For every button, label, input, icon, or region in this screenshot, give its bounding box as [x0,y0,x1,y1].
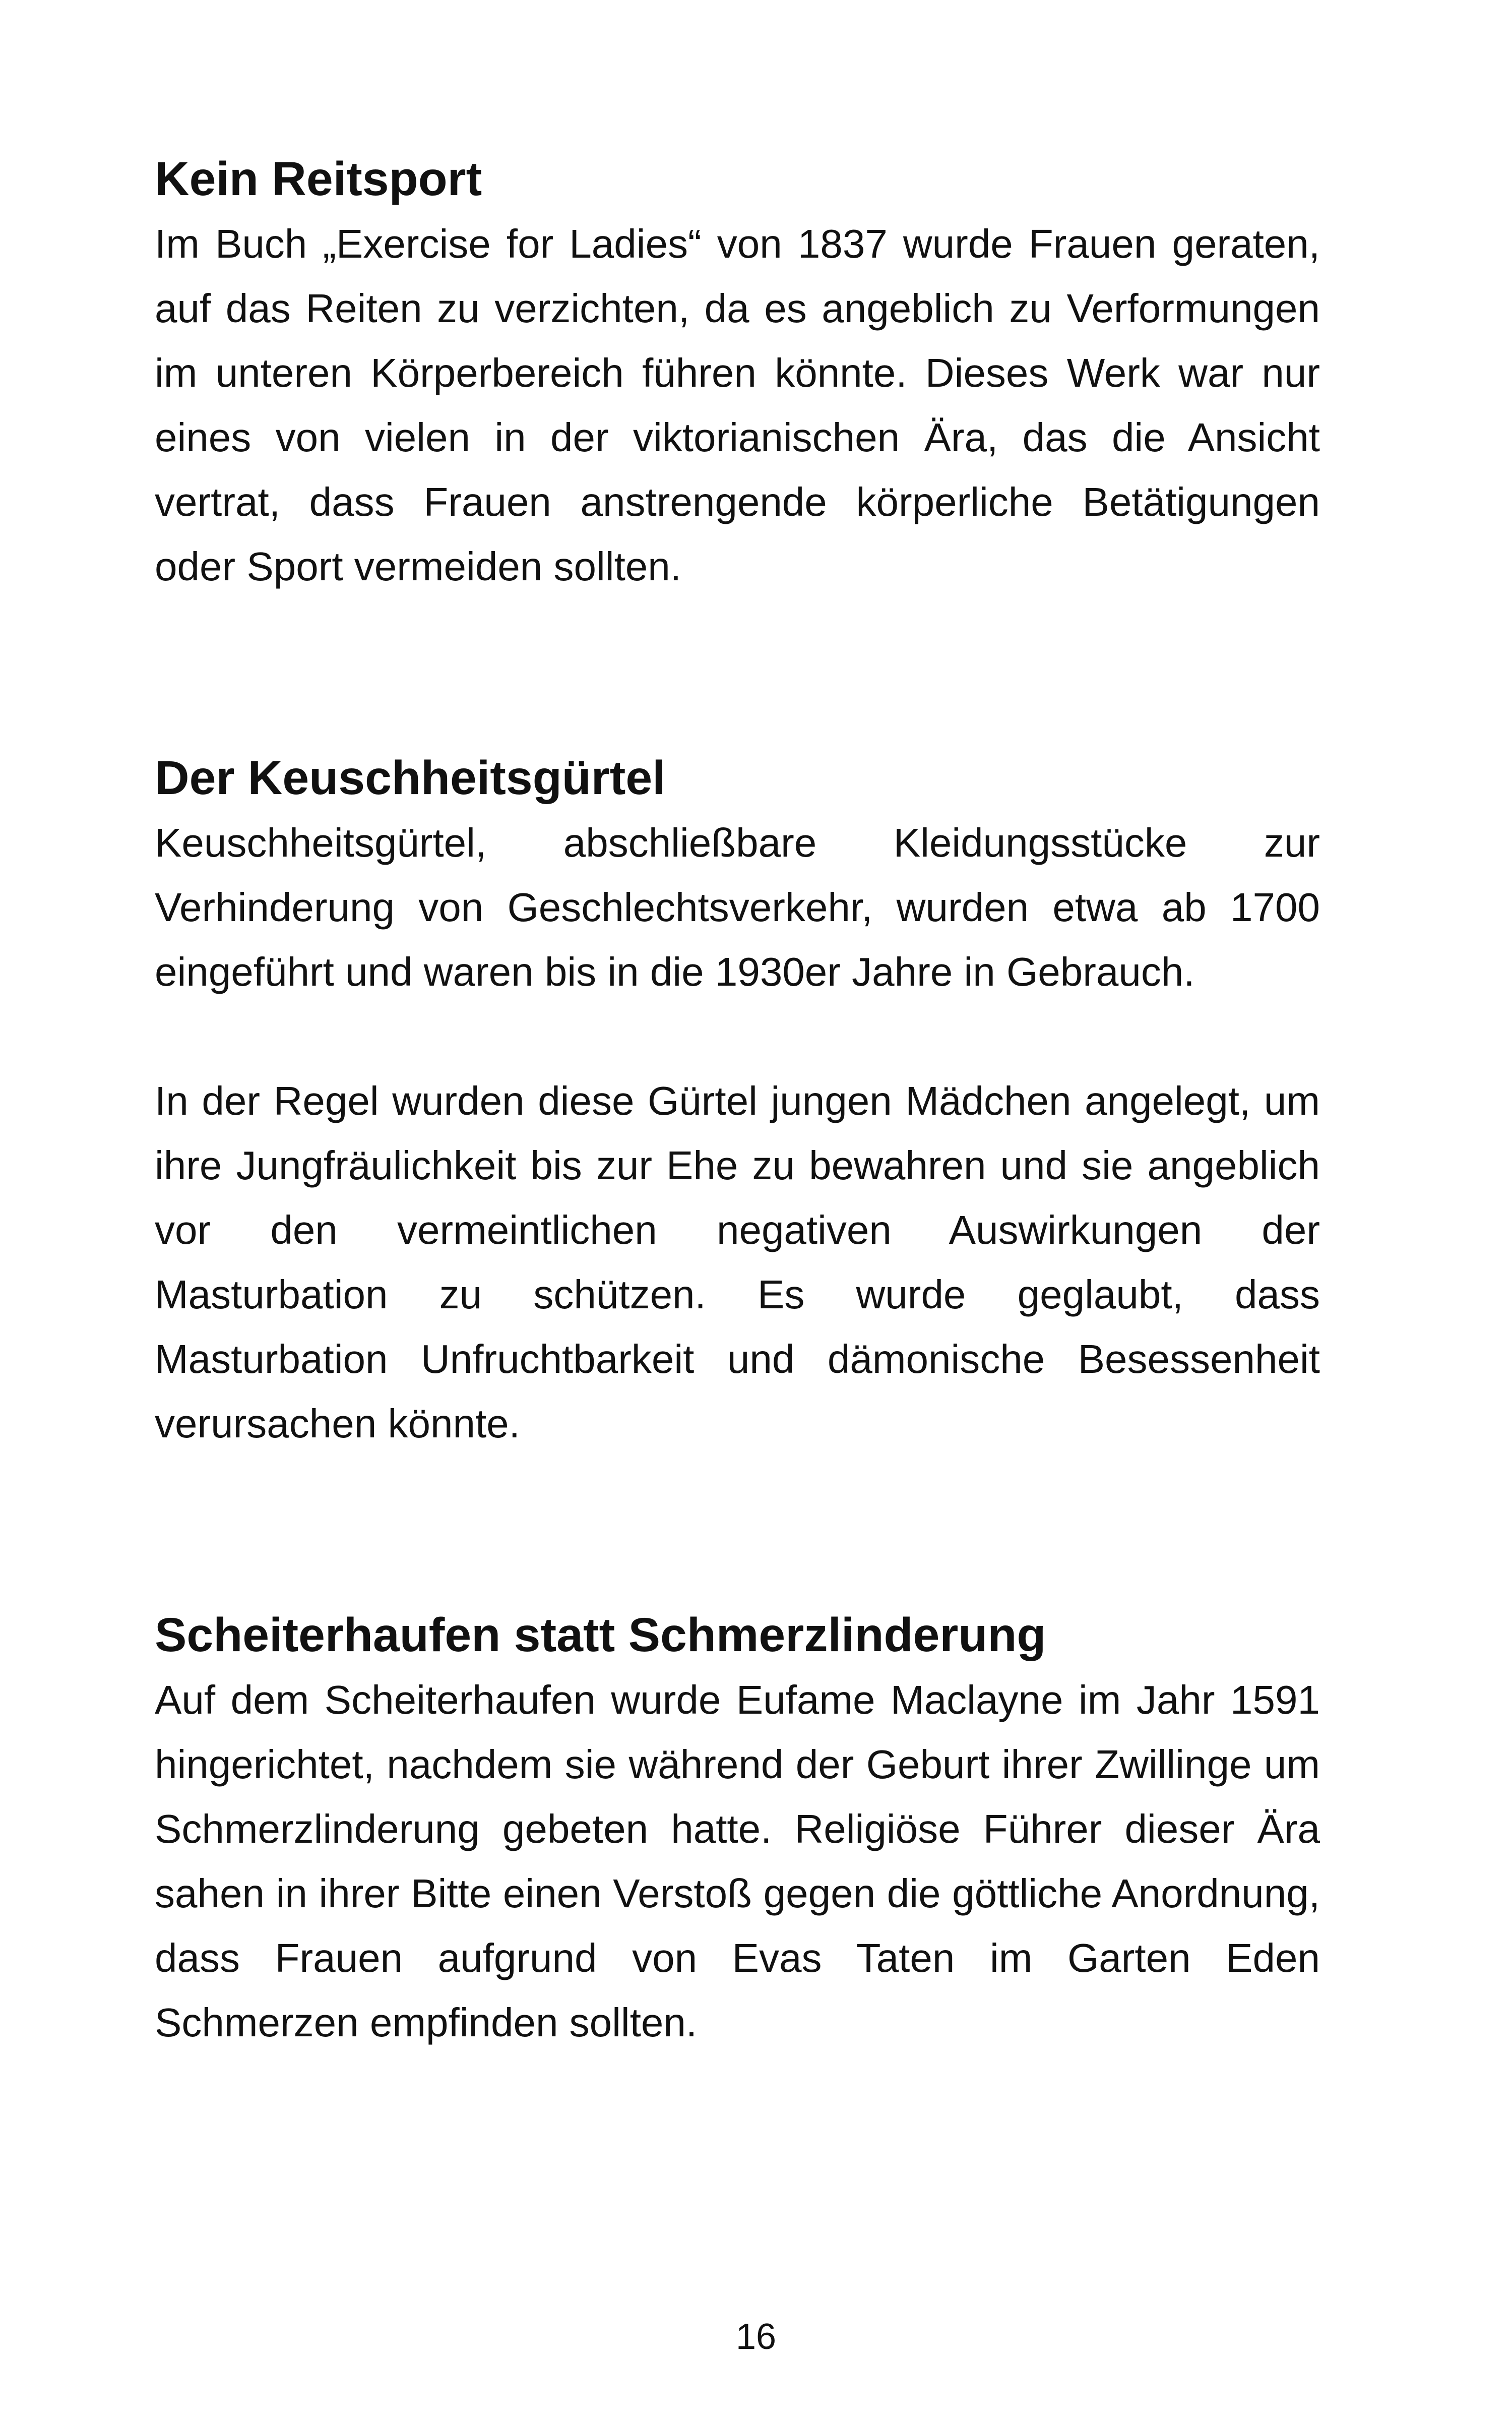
page-number: 16 [735,2317,777,2357]
section-heading: Der Keuschheitsgürtel [155,751,666,805]
page-content [155,146,1320,2055]
body-paragraph: In der Regel wurden diese Gürtel jungen Mädchen angelegt, um ihre Jungfräulichkeit bis zur Ehe zu bewahren und sie angeblich vor den vermeintlichen negativen Auswirkungen der Masturbation zu schützen. Es wurde geglaubt, dass Masturbation Unfruchtbarkeit und dämonische Besessenheit verursachen könnte. [155,1078,1320,1446]
body-paragraph: Auf dem Scheiterhaufen wurde Eufame Maclayne im Jahr 1591 hingerichtet, nachdem sie während der Geburt ihrer Zwillinge um Schmerzlinderung gebeten hatte. Religiöse Führer dieser Ära sahen in ihrer Bitte einen Verstoß gegen die göttliche Anordnung, dass Frauen aufgrund von Evas Taten im Garten Eden Schmerzen empfinden sollten. [155,1677,1320,2045]
section-kein-reitsport [155,146,1320,599]
section-heading: Kein Reitsport [155,152,482,206]
section-keuschheitsguertel [155,745,1320,1456]
section-heading: Scheiterhaufen statt Schmerzlinderung [155,1608,1046,1662]
body-paragraph: Keuschheitsgürtel, abschließbare Kleidungsstücke zur Verhinderung von Geschlechtsverkehr, wurden etwa ab 1700 eingeführt und waren bis in die 1930er Jahre in Gebrauch. [155,820,1320,994]
body-paragraph: Im Buch „Exercise for Ladies“ von 1837 wurde Frauen geraten, auf das Reiten zu verzichten, da es angeblich zu Verformungen im unteren Körperbereich führen könnte. Dieses Werk war nur eines von vielen in der viktorianischen Ära, das die Ansicht vertrat, dass Frauen anstrengende körperliche Betätigungen oder Sport vermeiden sollten. [155,221,1320,589]
section-scheiterhaufen [155,1602,1320,2055]
